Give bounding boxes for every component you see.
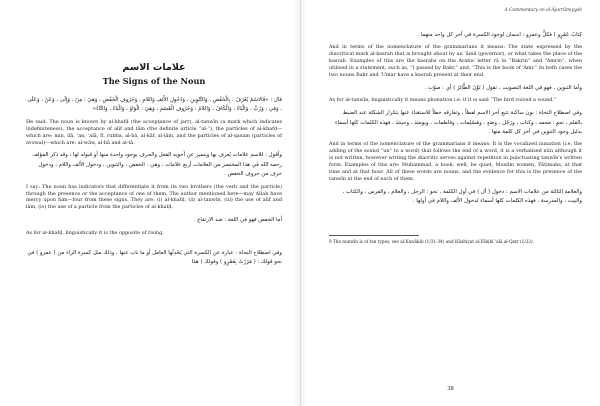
book-spine-shadow (292, 0, 308, 406)
arabic-paragraph: والعلامة الثالثة من علامات الاسم : دخول ( أل ) في أول الكلمة ، نحو : الرجل ، والغلام ، والفرس ، والكتاب ، والبيت ، والمدرسة ، فهذه الكلمات كلها أسماء لدخول الألف واللام في أولها . (342, 188, 582, 205)
arabic-paragraph: وأما التنوين ، فهو في اللغة التصويت ، تقول ( نَوَّنَ الطَّائِرُ ) أي : صوّت . (424, 84, 582, 91)
arabic-paragraph: وفي اصطلاح النحاة : نون ساكنة تتبع آخر الاسم لفظاً ، وتفارقه خطاً للاستغناء عنها بتكرار الشكلة عند الضبط بالقلم ، نحو : محمد ، وكتاب ، ورَجُل ، وصَهٍ ، ومُسْلِمات ، وفاطمات ، ويومئذ ، وحينئذ ، فهذه الكلمات كلها أسماء بدليل وجود التنوين في آخر كل كلمة منها . (334, 110, 582, 136)
english-paragraph: He said: The noun is known by al-khafḍ (the acceptance of jarr), al-tanwīn (a mark which indicates indefiniteness), the acceptance of alif and lām (the definite article “al-”), the particles of al-khafḍ—which are: min, ilā, ‘an, ‘alā, fī, rubba, al-bā, al-kāf, al-lām, and the particles of al-qasam (particles of avowal)—which are: al-wāw, al-bā and al-tā. (26, 118, 282, 146)
english-paragraph: And in terms of the nomenclature of the grammarians it means: The state expressed by the diacritical mark al-kasrah that is brought about by an ‘āmil (governor), or what takes the place of the kasrah. Examples of this are the kasrahs on the Arabic letter rā in “Bakrin” and “Amrin”, when utilised in a statement, such as, “I passed by Bakr,” and, “This is the book of ‘Amr.” In both cases the two nouns Bakr and ‘Umar have a kasrah present at their end. (329, 44, 582, 79)
page-number: 38 (447, 386, 454, 392)
english-paragraph: As for al-khafḍ, linguistically it is the opposite of rising. (26, 229, 164, 236)
arabic-paragraph: وفي اصطلاح النحاة : عبارة عن الكسرة التي يُحْدِثُها العامل أو ما ناب عنها ، وذلك مثل كسرة الراء من ( عمرو ) في نحو قولك : ( مَرَرْتُ بِعَمْرٍو ) وفولك ( هذا (27, 249, 282, 265)
footnote-divider (329, 235, 419, 236)
footnote: 9 The nunwīn is of ten types, see al-Kawākib (1/31-34) and Ḥāshiyat al-Fākihī ‘alā al-Qaṭr (1/22). (329, 238, 535, 244)
english-paragraph: As for al-tanwīn, linguistically it means phonation i.e. if it is said “The bird voiced a sound.” (329, 97, 557, 104)
arabic-paragraph: كِتابُ عَمْرٍو ) فكلٌّ وعمرو : اسمان لوجود الكسرة في آخر كل واحد منهما . (417, 32, 582, 38)
chapter-title-english: The Signs of the Noun (102, 76, 206, 86)
english-paragraph: And in terms of the nomenclature of the grammarians it means: It is the vocalized nunation (i.e. the adding of the sound “un” to a word) that follows the end of a word, it is a verbalised nūn although it is not written, however writing the diacritic serves against repetition in punctuating tanwīn’s written form. Examples of this are: Muhammad, a book, well, be quiet, Muslim women, Fāṭimahs, at that time and at that hour. All of these words are nouns, and the evidence for this is the presence of the tanwīn at the end of each of them. (329, 141, 582, 182)
matn-arabic-paragraph: قال : «فَالاسْمُ يُعْرَفُ : بِالْخَفْضِ ، وَالتَّنْوِينِ ، وَدُخُولِ الأَلِفِ وَاللامِ ، وَحُرُوفِ الْخَفْضِ ، وَهِيَ : مِنْ ، وَإِلَى ، وَعَنْ ، وَعَلَى ، وَفِي ، وَرُبَّ ، وَالْبَاءُ ، وَالْكَافُ ، وَاللامُ ، وَحُرُوفِ الْقَسَمِ ، وَهِيَ : الْوَاوُ ، وَالْبَاءُ ، وَالتَّاءُ» (27, 97, 282, 113)
running-head: A Commentary on al-Ājurrūmiyyah (504, 8, 582, 13)
chapter-title-arabic: علامات الاسم (122, 62, 186, 73)
arabic-paragraph: أما الخفض فهو في اللغة : ضد الارتفاع . (193, 217, 282, 224)
right-page (300, 0, 600, 406)
commentary-arabic-paragraph: وأقول : للاسم علامات يُعرف بها ويتميز عن أخويه الفعل والحرف بوجود واحدة منها أو قبوله لها ، وقد ذكر المؤلف رحمه الله في هذا المختصر من العلامات أربع علامات ، وهي : الخفض ، والتنوين ، ودخول الألف واللام ، ودخول حرف من حروف الخفض . (32, 152, 282, 178)
english-paragraph: I say: The noun has indicators that differentiate it from its two brothers (the verb and the particle) through the presence or the acceptance of one of them. The author mentioned here—may Allah have mercy upon him—four from these signs. They are: (i) al-khafḍ, (ii) al-tanwīn, (iii) the use of alif and lām, (iv) the use of a particle from the particles of al-khafḍ. (26, 183, 282, 211)
